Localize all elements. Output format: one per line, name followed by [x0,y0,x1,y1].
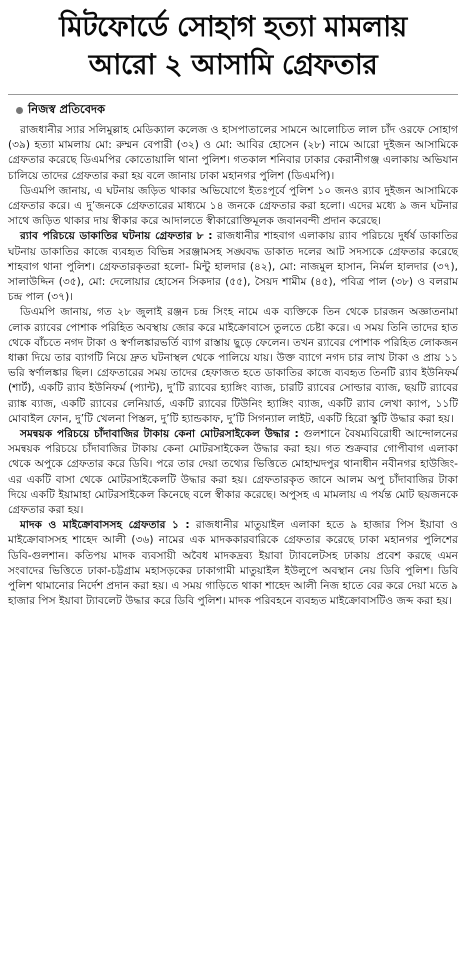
divider [8,94,458,95]
byline-text: নিজস্ব প্রতিবেদক [28,102,106,116]
paragraph-text: রাজধানীর স্যার সলিমুল্লাহ মেডিক্যাল কলেজ ও হাসপাতালের সামনে আলোচিত লাল চাঁদ ওরফে সোহাগ (৩৯) হত্যা মামলায় মো: রুম্মন বেপারী (৩২) ও মো: আবির হোসেন (২৮) নামে আরো দুইজন আসামিকে গ্রেফতার করেছে ডিএমপির কোতোয়ালি থানা পুলিশ। গতকাল শনিবার ঢাকার কেরানীগঞ্জ এলাকায় অভিযান চালিয়ে তাদের গ্রেফতার করা হয় বলে জানায় ঢাকা মহানগর পুলিশ (ডিএমপি)। [8,124,458,182]
paragraph-text: রাজধানীর মাতুয়াইল এলাকা হতে ৯ হাজার পিস ইয়াবা ও মাইক্রোবাসসহ শাহেদ আলী (৩৬) নামের এক মাদককারবারিকে গ্রেফতার করেছে ঢাকা মহানগর পুলিশের ডিবি-গুলশান। কতিপয় মাদক ব্যবসায়ী অবৈধ মাদকদ্রব্য ইয়াবা ট্যাবলেটসহ ঢাকায় প্রবেশ করছে এমন সংবাদের ভিত্তিতে ঢাকা-চট্টগ্রাম মহাসড়কের ঢাকাগামী মাতুয়াইল ইউলুপে অবস্থান নেয় ডিবি পুলিশ। ডিবি পুলিশ থামানোর নির্দেশ প্রদান করা হয়। এ সময় গাড়িতে থাকা শাহেদ আলী নিজ হাতে বের করে দেয়া মতে ৯ হাজার পিস ইয়াবা ট্যাবলেট উদ্ধার করে ডিবি পুলিশ। মাদক পরিবহনে ব্যবহৃত মাইক্রোবাসটিও জব্দ করা হয়। [8,519,458,608]
article-body [8,123,458,610]
headline-line-2: আরো ২ আসামি গ্রেফতার [88,48,378,81]
headline-line-1: মিটফোর্ডে সোহাগ হত্যা মামলায় [59,10,407,43]
paragraph-text: রাজধানীর শাহবাগ এলাকায় র‍্যাব পরিচয়ে দুর্ধর্ষ ডাকাতির ঘটনায় ডাকাতির কাজে ব্যবহৃত বিভিন্ন সরঞ্জামসহ সঙ্ঘবদ্ধ ডাকাত দলের আট সদস্যকে গ্রেফতার করেছে শাহবাগ থানা পুলিশ। গ্রেফতারকৃতরা হলো- মিন্টু হালদার (৪২), মো: নাজমুল হাসান, নির্মল হালদার (৩৭), সালাউদ্দিন (৩৫), মো: দেলোয়ার হোসেন সিকদার (৫৫), সৈয়দ শামীম (৪৫), পবিত্র পাল (৩৮) ও বলরাম চন্দ্র পাল (৩৭)। [8,230,458,304]
subhead: র‍্যাব পরিচয়ে ডাকাতির ঘটনায় গ্রেফতার ৮ : [20,230,213,243]
paragraph [8,518,458,609]
paragraph-text: ডিএমপি জানায়, গত ২৮ জুলাই রঞ্জন চন্দ্র সিংহ নামে এক ব্যক্তিকে তিন থেকে চারজন অজ্ঞাতনামা লোক র‍্যাবের পোশাক পরিহিত অবস্থায় জোর করে মাইক্রোবাসে তুলতে চেষ্টা করে। এ সময় তিনি তাদের হাত থেকে বাঁচতে নগদ টাকা ও স্বর্ণালঙ্কারভর্তি ব্যাগ রাস্তায় ছুড়ে ফেলেন। তখন র‍্যাবের পোশাক পরিহিত লোকজন ধাক্কা দিয়ে তার ব্যাগটি নিয়ে দ্রুত ঘটনাস্থল থেকে পালিয়ে যায়। উক্ত ব্যাগে নগদ চার লাখ টাকা ও প্রায় ১১ ভরি স্বর্ণালঙ্কার ছিল। গ্রেফতারের সময় তাদের হেফাজত হতে ডাকাতির কাজে ব্যবহৃত তিনটি র‍্যাব ইউনিফর্ম (শার্ট), একটি র‍্যাব ইউনিফর্ম (প্যান্ট), দু’টি র‍্যাবের হ্যাঙ্গিং ব্যাজ, চারটি র‍্যাবের সোল্ডার ব্যাজ, ছয়টি র‍্যাবের র‍্যাঙ্ক ব্যাজ, একটি র‍্যাবের লেনিয়ার্ড, একটি র‍্যাবের টিউনিং হ্যাঙ্গিং ব্যাজ, একটি র‍্যাব লেখা ক্যাপ, ১১টি মোবাইল ফোন, দু’টি খেলনা পিস্তল, দু’টি হ্যান্ডকাফ, দু’টি সিগন্যাল লাইট, একটি হিরো স্কুটি উদ্ধার করা হয়। [8,306,458,425]
subhead: মাদক ও মাইক্রোবাসসহ গ্রেফতার ১ : [20,519,190,532]
paragraph-text: গুলশানে বৈষম্যবিরোধী আন্দোলনের সমন্বয়ক পরিচয়ে চাঁদাবাজির টাকায় কেনা মোটরসাইকেল উদ্ধার করা হয়। গত শুক্রবার গোপীবাগ এলাকা থেকে অপুকে গ্রেফতার করে ডিবি। পরে তার দেয়া তথ্যের ভিত্তিতে মোহাম্মদপুর থানাধীন নবীনগর হাউজিং-এর একটি বাসা থেকে মোটরসাইকেলটি উদ্ধার করা হয়। গ্রেফতারকৃত জানে আলম অপু চাঁদাবাজির টাকা দিয়ে একটি ইয়ামাহা মোটরসাইকেল কিনেছে বলে স্বীকার করেছে। অপুসহ এ মামলায় এ পর্যন্ত মোট ছয়জনকে গ্রেফতার করা হয়। [8,428,459,517]
paragraph [8,427,458,518]
paragraph-text: ডিএমপি জানায়, এ ঘটনায় জড়িত থাকার অভিযোগে ইতঃপূর্বে পুলিশ ১০ জনও র‍্যাব দুইজন আসামিকে গ্রেফতার করে। এ দু’জনকে গ্রেফতারের মাধ্যমে ১৪ জনকে গ্রেফতার করা হলো। এদের মধ্যে ৯ জন ঘটনার সাথে জড়িত থাকার দায় স্বীকার করে আদালতে স্বীকারোক্তিমূলক জবানবন্দী প্রদান করেছে। [8,184,458,228]
byline [16,101,458,120]
subhead: সমন্বয়ক পরিচয়ে চাঁদাবাজির টাকায় কেনা মোটরসাইকেল উদ্ধার : [20,428,299,441]
bullet-icon [16,107,23,114]
paragraph [8,123,458,184]
paragraph [8,229,458,305]
paragraph [8,184,458,230]
paragraph [8,305,458,427]
